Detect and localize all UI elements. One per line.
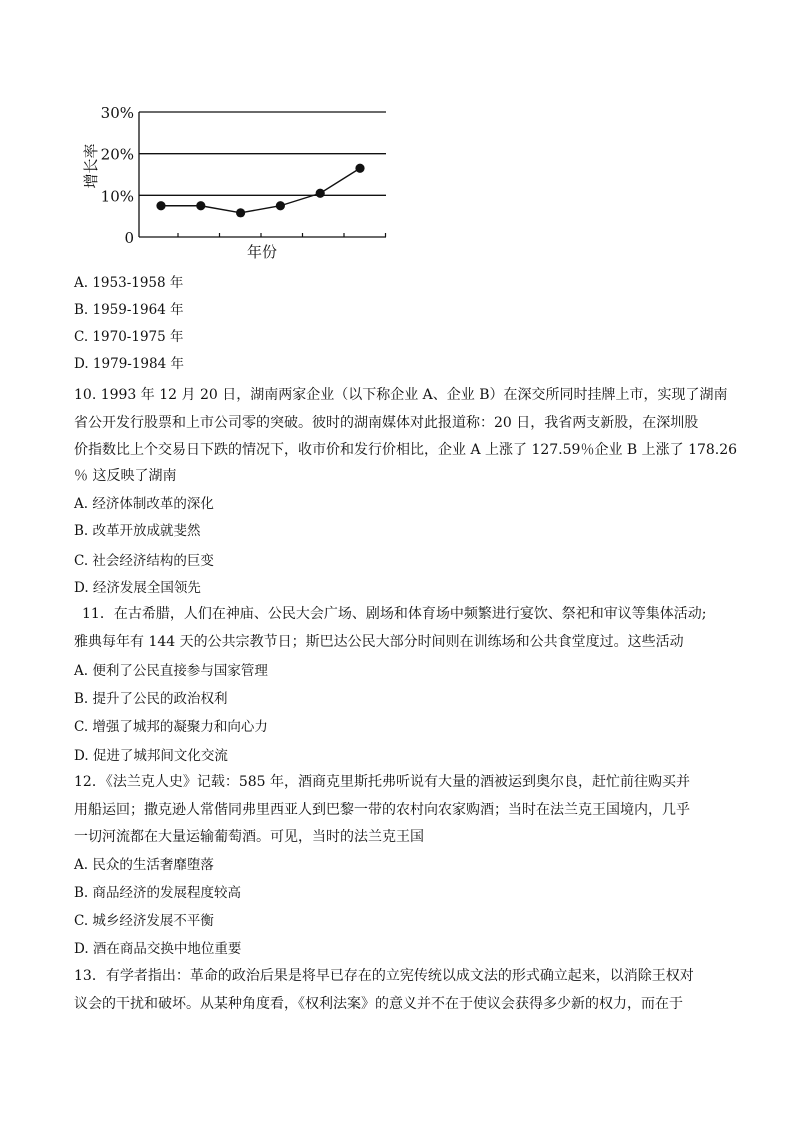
- y-tick-labels: [101, 104, 134, 247]
- q12-stem-line: 用船运回；撒克逊人常偕同弗里西亚人到巴黎一带的农村向农家购酒；当时在法兰克王国境内，几乎: [74, 802, 690, 818]
- q12-stem-line: 12．《法兰克人史》记载：585 年，酒商克里斯托弗听说有大量的酒被运到奥尔良，赶忙前往购买并: [74, 774, 690, 790]
- q11-stem-line: 11．在古希腊，人们在神庙、公民大会广场、剧场和体育场中频繁进行宴饮、祭祀和审议等集体活动;: [82, 606, 707, 622]
- data-point: [196, 201, 205, 210]
- data-point: [276, 201, 285, 210]
- q10-option-b[interactable]: B. 改革开放成就斐然: [74, 523, 201, 539]
- q9-option-a[interactable]: A. 1953-1958 年: [74, 275, 184, 291]
- q10-stem-line: 省公开发行股票和上市公司零的突破。彼时的湖南媒体对此报道称：20 日，我省两支新股，在深圳股: [74, 415, 699, 431]
- q12-option-c[interactable]: C. 城乡经济发展不平衡: [74, 913, 214, 929]
- q11-option-c[interactable]: C. 增强了城邦的凝聚力和向心力: [74, 719, 268, 735]
- q10-option-c[interactable]: C. 社会经济结构的巨变: [74, 553, 214, 569]
- q11-option-d[interactable]: D. 促进了城邦间文化交流: [74, 748, 228, 764]
- y-tick-label: 10%: [100, 187, 134, 206]
- x-axis-label: 年份: [246, 243, 278, 261]
- data-point: [236, 208, 245, 217]
- q11-option-b[interactable]: B. 提升了公民的政治权利: [74, 691, 228, 707]
- q9-option-d[interactable]: D. 1979-1984 年: [74, 356, 184, 372]
- q12-option-a[interactable]: A. 民众的生活奢靡堕落: [74, 857, 214, 873]
- growth-rate-line-chart: [0, 0, 793, 270]
- q12-stem-line: 一切河流都在大量运输葡萄酒。可见，当时的法兰克王国: [74, 829, 424, 845]
- q10-option-d[interactable]: D. 经济发展全国领先: [74, 580, 201, 596]
- q13-stem-line: 议会的干扰和破坏。从某种角度看，《权利法案》的意义并不在于使议会获得多少新的权力，而在于: [74, 996, 683, 1012]
- data-point: [156, 201, 165, 210]
- q11-option-a[interactable]: A. 便利了公民直接参与国家管理: [74, 663, 268, 679]
- q13-stem-line: 13．有学者指出：革命的政治后果是将早已存在的立宪传统以成文法的形式确立起来，以消除王权对: [74, 968, 694, 984]
- q9-option-c[interactable]: C. 1970-1975 年: [74, 329, 184, 345]
- data-point: [316, 189, 325, 198]
- y-tick-label: 0: [124, 229, 134, 247]
- series-line: [161, 168, 360, 213]
- y-tick-label: 20%: [100, 145, 134, 164]
- q11-stem-line: 雅典每年有 144 天的公共宗教节日；斯巴达公民大部分时间则在训练场和公共食堂度过。这些活动: [74, 634, 684, 650]
- q10-stem-line: 10. 1993 年 12 月 20 日，湖南两家企业（以下称企业 A、企业 B）在深交所同时挂牌上市，实现了湖南: [74, 387, 728, 403]
- q9-option-b[interactable]: B. 1959-1964 年: [74, 302, 184, 318]
- q10-stem-line: 价指数比上个交易日下跌的情况下，收市价和发行价相比，企业 A 上涨了 127.59％企业 B 上涨了 178.26: [74, 442, 738, 458]
- y-tick-label: 30%: [100, 104, 134, 122]
- q10-stem-line: ％ 这反映了湖南: [74, 468, 177, 484]
- chart-series: [156, 164, 364, 218]
- q12-option-b[interactable]: B. 商品经济的发展程度较高: [74, 885, 242, 901]
- chart-gridlines: [139, 112, 386, 195]
- q12-option-d[interactable]: D. 酒在商品交换中地位重要: [74, 941, 242, 957]
- y-axis-label: 增长率: [82, 143, 100, 189]
- q10-option-a[interactable]: A. 经济体制改革的深化: [74, 496, 214, 512]
- data-point: [355, 164, 364, 173]
